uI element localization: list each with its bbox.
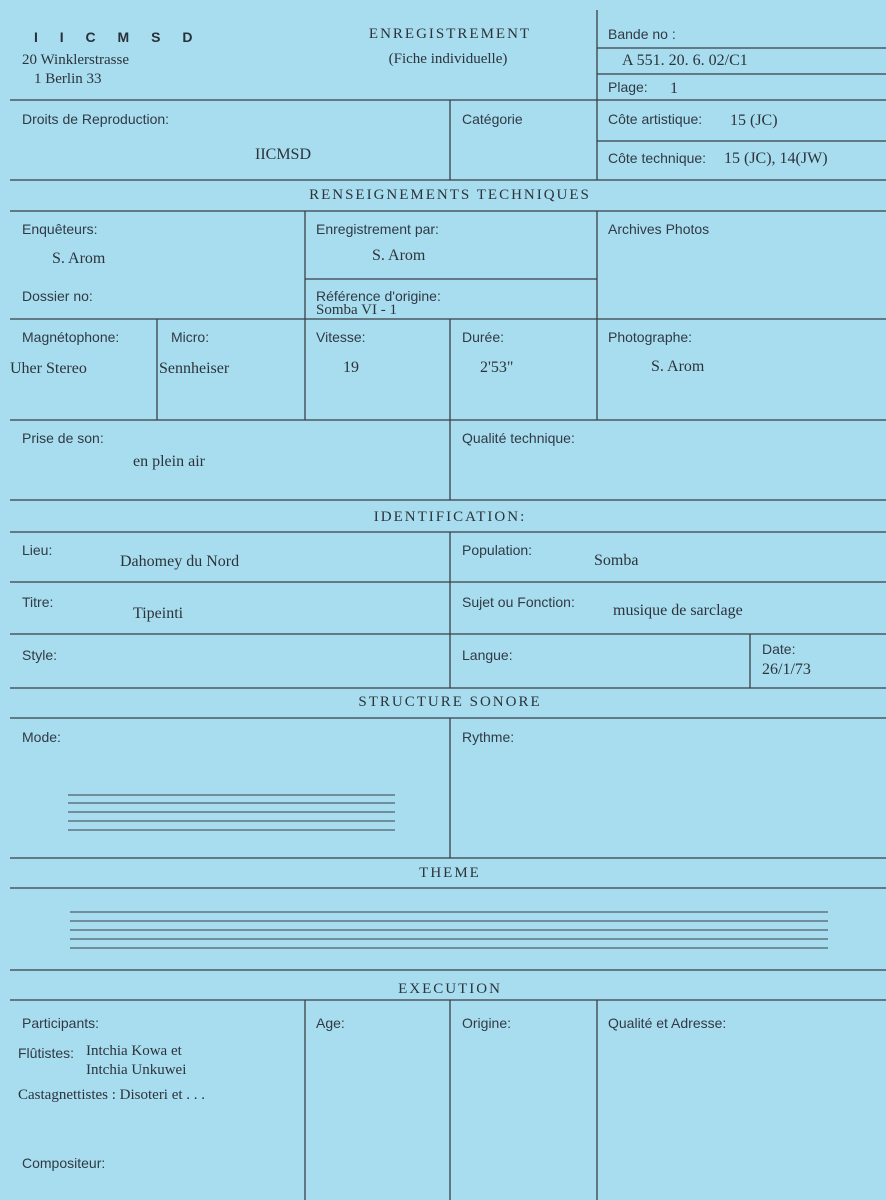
address-street: 20 Winklerstrasse bbox=[22, 52, 130, 68]
droits-value: IICMSD bbox=[255, 146, 312, 163]
prise-de-son-label: Prise de son: bbox=[22, 430, 104, 446]
theme-staff bbox=[70, 912, 828, 948]
age-label: Age: bbox=[316, 1015, 345, 1031]
cote-artistique-label: Côte artistique: bbox=[608, 111, 703, 127]
qualite-technique-label: Qualité technique: bbox=[462, 430, 575, 446]
enqueteurs-value: S. Arom bbox=[52, 250, 106, 267]
qualite-adresse-label: Qualité et Adresse: bbox=[608, 1015, 727, 1031]
duree-label: Durée: bbox=[462, 329, 505, 345]
titre-label: Titre: bbox=[22, 594, 54, 610]
dossier-label: Dossier no: bbox=[22, 288, 93, 304]
plage-value: 1 bbox=[670, 80, 678, 97]
plage-label: Plage: bbox=[608, 79, 648, 95]
cote-artistique-value: 15 (JC) bbox=[730, 112, 778, 129]
titre-value: Tipeinti bbox=[133, 605, 184, 622]
reference-label: Référence d'origine: bbox=[316, 288, 441, 304]
form-subtitle: (Fiche individuelle) bbox=[388, 51, 508, 67]
cote-technique-label: Côte technique: bbox=[608, 150, 707, 166]
droits-label: Droits de Reproduction: bbox=[22, 111, 170, 127]
prise-de-son-value: en plein air bbox=[133, 453, 205, 470]
flutistes-name-1: Intchia Kowa et bbox=[86, 1043, 182, 1059]
langue-label: Langue: bbox=[462, 647, 513, 663]
address-city: 1 Berlin 33 bbox=[34, 71, 102, 87]
lieu-label: Lieu: bbox=[22, 542, 53, 558]
section-structure-sonore: STRUCTURE SONORE bbox=[358, 694, 542, 710]
population-label: Population: bbox=[462, 542, 533, 558]
bande-value: A 551. 20. 6. 02/C1 bbox=[622, 52, 748, 69]
date-value: 26/1/73 bbox=[762, 661, 811, 678]
form-title: ENREGISTREMENT bbox=[368, 26, 532, 42]
population-value: Somba bbox=[594, 552, 639, 569]
mode-staff bbox=[68, 795, 395, 830]
sujet-value: musique de sarclage bbox=[613, 602, 743, 619]
enqueteurs-label: Enquêteurs: bbox=[22, 221, 98, 237]
micro-value: Sennheiser bbox=[159, 360, 230, 377]
section-identification: IDENTIFICATION: bbox=[373, 509, 527, 525]
bande-label: Bande no : bbox=[608, 26, 676, 42]
org-logo: I I C M S D bbox=[34, 29, 202, 45]
style-label: Style: bbox=[22, 647, 58, 663]
vitesse-label: Vitesse: bbox=[316, 329, 366, 345]
mode-label: Mode: bbox=[22, 729, 61, 745]
participants-label: Participants: bbox=[22, 1015, 100, 1031]
rythme-label: Rythme: bbox=[462, 729, 515, 745]
photographe-label: Photographe: bbox=[608, 329, 693, 345]
flutistes-name-2: Intchia Unkuwei bbox=[86, 1062, 187, 1078]
section-execution: EXECUTION bbox=[398, 981, 502, 997]
flutistes-label: Flûtistes: bbox=[18, 1045, 75, 1061]
date-label: Date: bbox=[762, 641, 796, 657]
castagnettistes-line: Castagnettistes : Disoteri et . . . bbox=[18, 1087, 206, 1103]
micro-label: Micro: bbox=[171, 329, 210, 345]
enregistrement-par-value: S. Arom bbox=[372, 247, 426, 264]
magnetophone-label: Magnétophone: bbox=[22, 329, 120, 345]
lieu-value: Dahomey du Nord bbox=[120, 553, 240, 570]
origine-label: Origine: bbox=[462, 1015, 512, 1031]
cote-technique-value: 15 (JC), 14(JW) bbox=[724, 150, 828, 167]
photographe-value: S. Arom bbox=[651, 358, 705, 375]
enregistrement-par-label: Enregistrement par: bbox=[316, 221, 439, 237]
compositeur-label: Compositeur: bbox=[22, 1155, 106, 1171]
reference-value: Somba VI - 1 bbox=[316, 302, 397, 318]
vitesse-value: 19 bbox=[343, 359, 359, 376]
archives-photos-label: Archives Photos bbox=[608, 221, 710, 237]
magnetophone-value: Uher Stereo bbox=[10, 360, 87, 377]
sujet-label: Sujet ou Fonction: bbox=[462, 594, 575, 610]
section-renseignements: RENSEIGNEMENTS TECHNIQUES bbox=[309, 187, 591, 203]
categorie-label: Catégorie bbox=[462, 111, 523, 127]
duree-value: 2'53" bbox=[480, 359, 514, 376]
section-theme: THEME bbox=[419, 865, 481, 881]
